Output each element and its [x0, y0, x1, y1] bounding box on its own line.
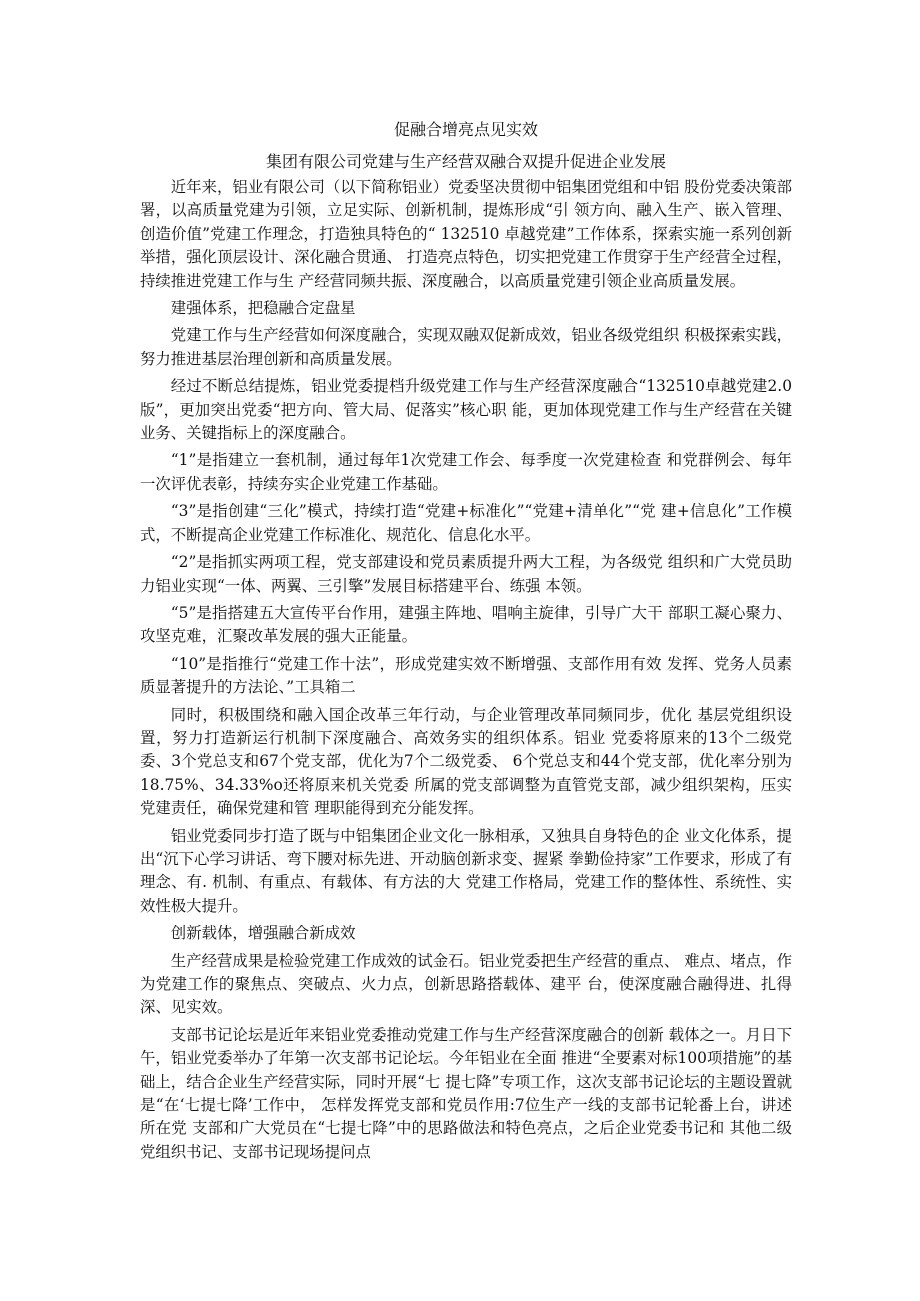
paragraph: “3”是指创建“三化”模式，持续打造“党建+标准化”“党建+清单化”“党 建+信息化”工作模式，不断提高企业党建工作标准化、规范化、信息化水平。 — [140, 502, 792, 544]
paragraph: 支部书记论坛是近年来铝业党委推动党建工作与生产经营深度融合的创新 载体之一。月日下午，铝业党委举办了年第一次支部书记论坛。今年铝业在全面 推进“全要素对标100项措施”的基础上，结合企业生产经营实际，同时开展“七 提七降”专项工作，这次支部书记论坛的主题设置就是“在‘七提七降’工作中， 怎样发挥党支部和党员作用:7位生产一线的支部书记轮番上台，讲述所在党 支部和广大党员在“七提七降”中的思路做法和特色亮点，之后企业党委书记和 其他二级党组织书记、支部书记现场提问点 — [140, 1025, 792, 1161]
paragraph: 同时，积极围绕和融入国企改革三年行动，与企业管理改革同频同步，优化 基层党组织设置，努力打造新运行机制下深度融合、高效务实的组织体系。铝业 党委将原来的13个二级党委、3个党总支和67个党支部，优化为7个二级党委、 6个党总支和44个党支部，优化率分别为18.75%、34.33%o还将原来机关党委 所属的党支部调整为直管党支部，减少组织架构，压实党建责任，确保党建和管 理职能得到充分能发挥。 — [140, 705, 792, 818]
paragraph: “5”是指搭建五大宣传平台作用，建强主阵地、唱响主旋律，引导广大干 部职工凝心聚力、攻坚克难，汇聚改革发展的强大正能量。 — [140, 603, 792, 646]
document-body — [140, 176, 792, 1164]
paragraph: “2”是指抓实两项工程，党支部建设和党员素质提升两大工程，为各级党 组织和广大党员助力铝业实现“一体、两翼、三引擎”发展目标搭建平台、练强 本领。 — [140, 553, 792, 595]
paragraph: 党建工作与生产经营如何深度融合，实现双融双促新成效，铝业各级党组织 积极探索实践，努力推进基层治理创新和高质量发展。 — [140, 326, 792, 368]
document-title: 促融合增亮点见实效 — [393, 120, 538, 139]
section-heading: 创新载体，增强融合新成效 — [170, 924, 356, 943]
document-page — [140, 118, 792, 1168]
paragraph: 铝业党委同步打造了既与中铝集团企业文化一脉相承，又独具自身特色的企 业文化体系，提出“沉下心学习讲话、弯下腰对标先进、开动脑创新求变、握紧 拳勤俭持家”工作要求，形成了有理念、有. 机制、有重点、有载体、有方法的大 党建工作格局，党建工作的整体性、系统性、实效性极大提升。 — [140, 826, 792, 915]
paragraph: 经过不断总结提炼，铝业党委提档升级党建工作与生产经营深度融合“132510卓越党建2.0版”，更加突出党委“把方向、管大局、促落实”核心职 能，更加体现党建工作与生产经营在关键业务、关键指标上的深度融合。 — [140, 377, 792, 443]
paragraph: 近年来，铝业有限公司（以下简称铝业）党委坚决贯彻中铝集团党组和中铝 股份党委决策部署，以高质量党建为引领，立足实际、创新机制，提炼形成“引 领方向、融入生产、嵌入管理、创造价值”党建工作理念，打造独具特色的“ 132510 卓越党建”工作体系，探索实施一系列创新举措，强化顶层设计、深化融合贯通、 打造亮点特色，切实把党建工作贯穿于生产经营全过程，持续推进党建工作与生 产经营同频共振、深度融合，以高质量党建引领企业高质量发展。 — [140, 178, 792, 290]
paragraph: “1”是指建立一套机制，通过每年1次党建工作会、每季度一次党建检查 和党群例会、每年一次评优表彰，持续夯实企业党建工作基础。 — [140, 451, 792, 493]
paragraph: 生产经营成果是检验党建工作成效的试金石。铝业党委把生产经营的重点、 难点、堵点，作为党建工作的聚焦点、突破点、火力点，创新思路搭载体、建平 台，使深度融合融得进、扎得深、见实效。 — [140, 951, 792, 1017]
document-subtitle: 集团有限公司党建与生产经营双融合双提升促进企业发展 — [265, 152, 666, 171]
paragraph: “10”是指推行“党建工作十法”，形成党建实效不断增强、支部作用有效 发挥、党务人员素质显著提升的方法论、”工具箱二 — [140, 654, 792, 697]
section-heading: 建强体系，把稳融合定盘星 — [170, 299, 356, 318]
